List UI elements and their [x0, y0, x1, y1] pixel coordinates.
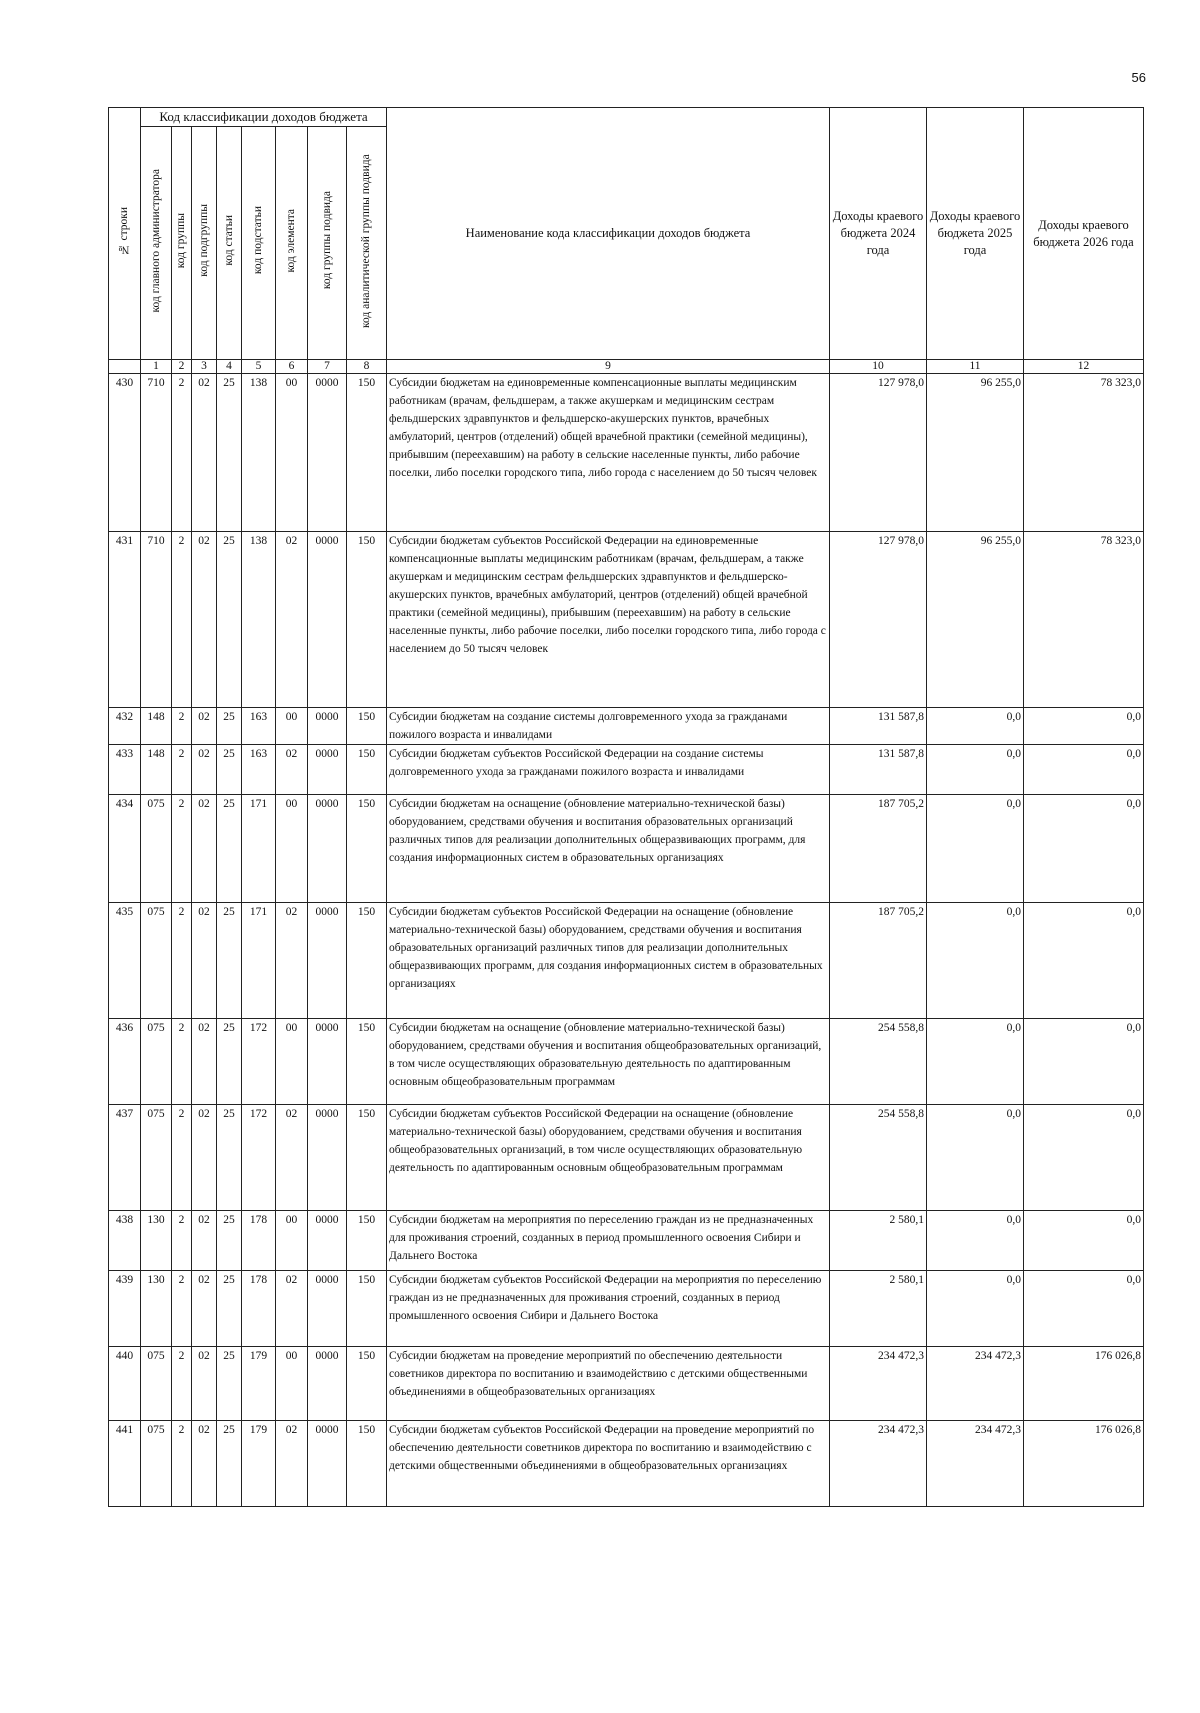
table-row: [109, 795, 1144, 903]
income-name: Субсидии бюджетам субъектов Российской Федерации на оснащение (обновление материально-технической базы) оборудованием, средствами обучения и воспитания общеобразовательных организаций, в том числе осуществляющих образовательную деятельность по адаптированным основным общеобразовательным программам: [387, 1105, 830, 1211]
row-number: 439: [109, 1271, 141, 1347]
table-row: [109, 374, 1144, 532]
article-code: 25: [217, 1105, 242, 1211]
group-code: 2: [172, 1421, 192, 1507]
table-row: [109, 1347, 1144, 1421]
income-2024: 234 472,3: [830, 1421, 927, 1507]
subarticle-code: 172: [242, 1105, 276, 1211]
header-subtype-group-code: код группы подвида: [308, 127, 347, 360]
subgroup-code: 02: [192, 708, 217, 745]
article-code: 25: [217, 1347, 242, 1421]
row-number: 435: [109, 903, 141, 1019]
group-code: 2: [172, 745, 192, 795]
income-2026: 0,0: [1024, 1105, 1144, 1211]
income-2026: 176 026,8: [1024, 1347, 1144, 1421]
header-row-no: № строки: [109, 108, 141, 360]
income-name: Субсидии бюджетам субъектов Российской Федерации на оснащение (обновление материально-технической базы) оборудованием, средствами обучения и воспитания образовательных организаций различных типов для реализации дополнительных общеразвивающих программ, для создания информационных систем в образовательных организациях: [387, 903, 830, 1019]
header-subgroup-code: код подгруппы: [192, 127, 217, 360]
element-code: 02: [276, 903, 308, 1019]
analytic-group-code: 150: [347, 795, 387, 903]
subarticle-code: 138: [242, 374, 276, 532]
element-code: 00: [276, 1019, 308, 1105]
row-number: 441: [109, 1421, 141, 1507]
row-number: 431: [109, 532, 141, 708]
group-code: 2: [172, 1271, 192, 1347]
admin-code: 148: [141, 745, 172, 795]
header-admin-code: код главного администратора: [141, 127, 172, 360]
income-2026: 0,0: [1024, 1211, 1144, 1271]
income-2024: 2 580,1: [830, 1271, 927, 1347]
subtype-group-code: 0000: [308, 532, 347, 708]
column-number: 1: [141, 360, 172, 374]
income-2026: 0,0: [1024, 1019, 1144, 1105]
income-2025: 0,0: [927, 795, 1024, 903]
element-code: 00: [276, 1347, 308, 1421]
article-code: 25: [217, 795, 242, 903]
admin-code: 075: [141, 1421, 172, 1507]
analytic-group-code: 150: [347, 1421, 387, 1507]
income-2026: 0,0: [1024, 1271, 1144, 1347]
admin-code: 075: [141, 795, 172, 903]
income-2026: 0,0: [1024, 708, 1144, 745]
column-number: 11: [927, 360, 1024, 374]
column-number: 3: [192, 360, 217, 374]
budget-income-table: [108, 107, 1144, 1507]
table-row: [109, 1271, 1144, 1347]
row-number: 433: [109, 745, 141, 795]
income-2024: 127 978,0: [830, 532, 927, 708]
subarticle-code: 163: [242, 745, 276, 795]
table-row: [109, 708, 1144, 745]
subtype-group-code: 0000: [308, 1211, 347, 1271]
analytic-group-code: 150: [347, 1105, 387, 1211]
page-number: 56: [1131, 70, 1146, 85]
subtype-group-code: 0000: [308, 1105, 347, 1211]
element-code: 02: [276, 1271, 308, 1347]
subgroup-code: 02: [192, 374, 217, 532]
analytic-group-code: 150: [347, 1271, 387, 1347]
income-2025: 234 472,3: [927, 1421, 1024, 1507]
table-row: [109, 1421, 1144, 1507]
group-code: 2: [172, 1211, 192, 1271]
income-2024: 131 587,8: [830, 708, 927, 745]
analytic-group-code: 150: [347, 532, 387, 708]
analytic-group-code: 150: [347, 903, 387, 1019]
analytic-group-code: 150: [347, 1019, 387, 1105]
article-code: 25: [217, 1019, 242, 1105]
income-name: Субсидии бюджетам на оснащение (обновление материально-технической базы) оборудованием, средствами обучения и воспитания общеобразовательных организаций, в том числе осуществляющих образовательную деятельность по адаптированным основным общеобразовательным программам: [387, 1019, 830, 1105]
income-2025: 0,0: [927, 745, 1024, 795]
analytic-group-code: 150: [347, 708, 387, 745]
article-code: 25: [217, 745, 242, 795]
subgroup-code: 02: [192, 745, 217, 795]
subgroup-code: 02: [192, 1271, 217, 1347]
column-number: 4: [217, 360, 242, 374]
column-number: 7: [308, 360, 347, 374]
income-2024: 2 580,1: [830, 1211, 927, 1271]
income-2024: 254 558,8: [830, 1105, 927, 1211]
header-income-2024: Доходы краевого бюджета 2024 года: [830, 108, 927, 360]
subarticle-code: 171: [242, 795, 276, 903]
income-2026: 0,0: [1024, 795, 1144, 903]
group-code: 2: [172, 1105, 192, 1211]
column-number: 8: [347, 360, 387, 374]
row-number: 440: [109, 1347, 141, 1421]
income-2025: 96 255,0: [927, 532, 1024, 708]
row-number: 432: [109, 708, 141, 745]
income-2024: 254 558,8: [830, 1019, 927, 1105]
income-2024: 127 978,0: [830, 374, 927, 532]
column-number: 10: [830, 360, 927, 374]
header-analytic-group-code: код аналитической группы подвида: [347, 127, 387, 360]
column-number: 12: [1024, 360, 1144, 374]
admin-code: 710: [141, 532, 172, 708]
header-name: Наименование кода классификации доходов бюджета: [387, 108, 830, 360]
income-name: Субсидии бюджетам на единовременные компенсационные выплаты медицинским работникам (врачам, фельдшерам, а также акушеркам и медицинским сестрам фельдшерских здравпунктов и фельдшерско-акушерских пунктов, врачебных амбулаторий, центров (отделений) общей врачебной практики (семейной медицины), прибывшим (переехавшим) на работу в сельские населенные пункты, либо рабочие поселки, либо поселки городского типа, либо города с населением до 50 тысяч человек: [387, 374, 830, 532]
income-2025: 0,0: [927, 1019, 1024, 1105]
income-2025: 96 255,0: [927, 374, 1024, 532]
subtype-group-code: 0000: [308, 1347, 347, 1421]
article-code: 25: [217, 374, 242, 532]
analytic-group-code: 150: [347, 374, 387, 532]
column-number-row: [109, 360, 1144, 374]
income-2024: 234 472,3: [830, 1347, 927, 1421]
subgroup-code: 02: [192, 1105, 217, 1211]
article-code: 25: [217, 1271, 242, 1347]
group-code: 2: [172, 374, 192, 532]
subarticle-code: 163: [242, 708, 276, 745]
subtype-group-code: 0000: [308, 1421, 347, 1507]
header-element-code: код элемента: [276, 127, 308, 360]
admin-code: 130: [141, 1211, 172, 1271]
income-name: Субсидии бюджетам на проведение мероприятий по обеспечению деятельности советников директора по воспитанию и взаимодействию с детскими общественными объединениями в общеобразовательных организациях: [387, 1347, 830, 1421]
subtype-group-code: 0000: [308, 903, 347, 1019]
subarticle-code: 172: [242, 1019, 276, 1105]
income-2026: 0,0: [1024, 903, 1144, 1019]
subtype-group-code: 0000: [308, 708, 347, 745]
income-2026: 78 323,0: [1024, 374, 1144, 532]
table-row: [109, 1105, 1144, 1211]
article-code: 25: [217, 1211, 242, 1271]
row-number: 438: [109, 1211, 141, 1271]
analytic-group-code: 150: [347, 1211, 387, 1271]
table-row: [109, 903, 1144, 1019]
group-code: 2: [172, 708, 192, 745]
analytic-group-code: 150: [347, 745, 387, 795]
admin-code: 710: [141, 374, 172, 532]
subarticle-code: 178: [242, 1211, 276, 1271]
subtype-group-code: 0000: [308, 1271, 347, 1347]
group-code: 2: [172, 795, 192, 903]
income-2025: 0,0: [927, 903, 1024, 1019]
article-code: 25: [217, 708, 242, 745]
subarticle-code: 179: [242, 1347, 276, 1421]
admin-code: 075: [141, 1105, 172, 1211]
income-2026: 0,0: [1024, 745, 1144, 795]
header-income-2026: Доходы краевого бюджета 2026 года: [1024, 108, 1144, 360]
income-2024: 131 587,8: [830, 745, 927, 795]
subarticle-code: 171: [242, 903, 276, 1019]
subtype-group-code: 0000: [308, 745, 347, 795]
income-name: Субсидии бюджетам субъектов Российской Федерации на создание системы долговременного ухода за гражданами пожилого возраста и инвалидами: [387, 745, 830, 795]
income-2024: 187 705,2: [830, 795, 927, 903]
admin-code: 075: [141, 1019, 172, 1105]
row-number: 430: [109, 374, 141, 532]
subtype-group-code: 0000: [308, 1019, 347, 1105]
income-name: Субсидии бюджетам субъектов Российской Федерации на единовременные компенсационные выплаты медицинским работникам (врачам, фельдшерам, а также акушеркам и медицинским сестрам фельдшерских здравпунктов и фельдшерско-акушерских пунктов, врачебных амбулаторий, центров (отделений) общей врачебной практики (семейной медицины), прибывшим (переехавшим) на работу в сельские населенные пункты, либо рабочие поселки, либо поселки городского типа, либо города с населением до 50 тысяч человек: [387, 532, 830, 708]
admin-code: 148: [141, 708, 172, 745]
subgroup-code: 02: [192, 795, 217, 903]
income-name: Субсидии бюджетам субъектов Российской Федерации на проведение мероприятий по обеспечению деятельности советников директора по воспитанию и взаимодействию с детскими общественными объединениями в общеобразовательных организациях: [387, 1421, 830, 1507]
table-row: [109, 532, 1144, 708]
subgroup-code: 02: [192, 1347, 217, 1421]
admin-code: 075: [141, 903, 172, 1019]
income-2026: 176 026,8: [1024, 1421, 1144, 1507]
header-group-code: код группы: [172, 127, 192, 360]
subtype-group-code: 0000: [308, 795, 347, 903]
article-code: 25: [217, 1421, 242, 1507]
row-number: 436: [109, 1019, 141, 1105]
subtype-group-code: 0000: [308, 374, 347, 532]
subgroup-code: 02: [192, 903, 217, 1019]
column-number: 6: [276, 360, 308, 374]
subgroup-code: 02: [192, 532, 217, 708]
column-number: 9: [387, 360, 830, 374]
element-code: 00: [276, 708, 308, 745]
group-code: 2: [172, 532, 192, 708]
income-name: Субсидии бюджетам субъектов Российской Федерации на мероприятия по переселению граждан из не предназначенных для проживания строений, созданных в период промышленного освоения Сибири и Дальнего Востока: [387, 1271, 830, 1347]
table-row: [109, 1019, 1144, 1105]
header-article-code: код статьи: [217, 127, 242, 360]
table-row: [109, 1211, 1144, 1271]
article-code: 25: [217, 532, 242, 708]
subgroup-code: 02: [192, 1421, 217, 1507]
income-2025: 0,0: [927, 708, 1024, 745]
subarticle-code: 178: [242, 1271, 276, 1347]
article-code: 25: [217, 903, 242, 1019]
column-number: 5: [242, 360, 276, 374]
income-name: Субсидии бюджетам на создание системы долговременного ухода за гражданами пожилого возраста и инвалидами: [387, 708, 830, 745]
subarticle-code: 179: [242, 1421, 276, 1507]
subarticle-code: 138: [242, 532, 276, 708]
group-code: 2: [172, 1347, 192, 1421]
income-2025: 0,0: [927, 1271, 1024, 1347]
subgroup-code: 02: [192, 1019, 217, 1105]
income-2025: 0,0: [927, 1105, 1024, 1211]
group-code: 2: [172, 1019, 192, 1105]
header-income-2025: Доходы краевого бюджета 2025 года: [927, 108, 1024, 360]
element-code: 00: [276, 795, 308, 903]
income-2024: 187 705,2: [830, 903, 927, 1019]
group-code: 2: [172, 903, 192, 1019]
row-number: 434: [109, 795, 141, 903]
subgroup-code: 02: [192, 1211, 217, 1271]
element-code: 02: [276, 1105, 308, 1211]
header-classification-group: Код классификации доходов бюджета: [141, 108, 387, 127]
column-number: 2: [172, 360, 192, 374]
element-code: 02: [276, 532, 308, 708]
income-2025: 234 472,3: [927, 1347, 1024, 1421]
element-code: 02: [276, 1421, 308, 1507]
income-2026: 78 323,0: [1024, 532, 1144, 708]
income-2025: 0,0: [927, 1211, 1024, 1271]
element-code: 02: [276, 745, 308, 795]
element-code: 00: [276, 1211, 308, 1271]
element-code: 00: [276, 374, 308, 532]
analytic-group-code: 150: [347, 1347, 387, 1421]
income-name: Субсидии бюджетам на оснащение (обновление материально-технической базы) оборудованием, средствами обучения и воспитания образовательных организаций различных типов для реализации дополнительных общеразвивающих программ, для создания информационных систем в образовательных организациях: [387, 795, 830, 903]
table-row: [109, 745, 1144, 795]
income-name: Субсидии бюджетам на мероприятия по переселению граждан из не предназначенных для проживания строений, созданных в период промышленного освоения Сибири и Дальнего Востока: [387, 1211, 830, 1271]
admin-code: 130: [141, 1271, 172, 1347]
header-subarticle-code: код подстатьи: [242, 127, 276, 360]
row-number: 437: [109, 1105, 141, 1211]
admin-code: 075: [141, 1347, 172, 1421]
